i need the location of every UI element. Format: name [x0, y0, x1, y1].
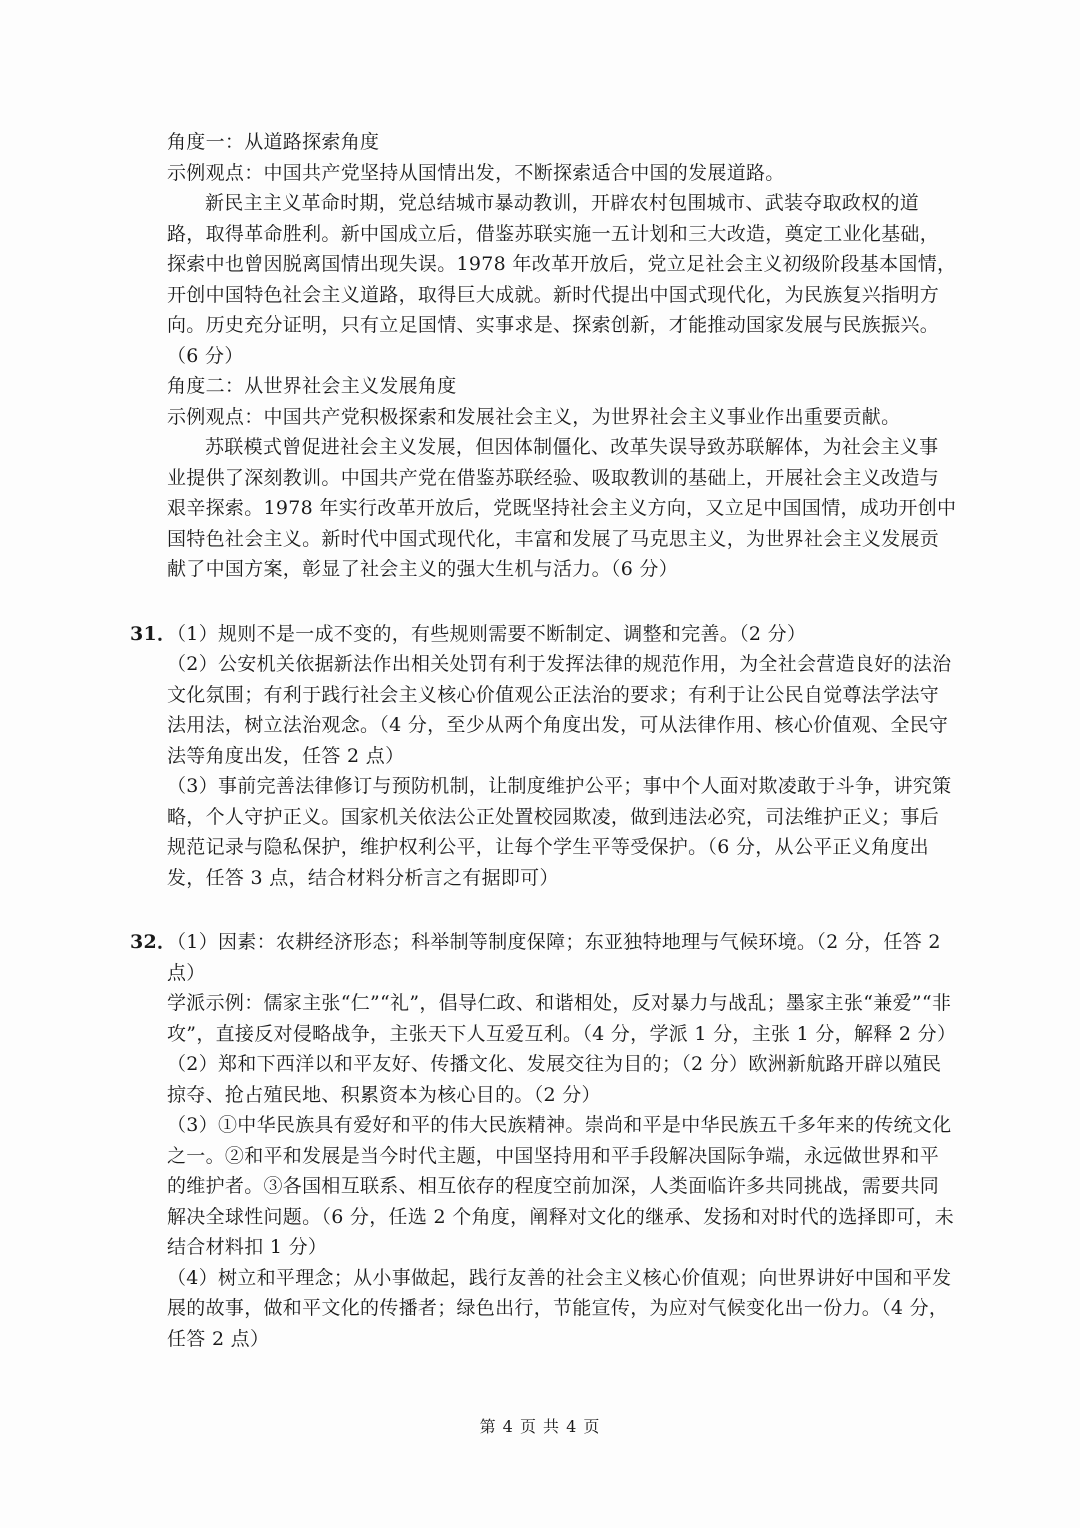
q32-part3: （3）①中华民族具有爱好和平的伟大民族精神。崇尚和平是中华民族五千多年来的传统文化之一。②和平和发展是当今时代主题，中国坚持用和平手段解决国际争端，永远做世界和平的维护者。③各国相互联系、相互依存的程度空前加深，人类面临许多共同挑战，需要共同解决全球性问题。（6 分，任选 2 个角度，阐释对文化的继承、发扬和对时代的选择即可，未结合材料扣 1 分） [167, 1114, 954, 1258]
question-32 [130, 927, 957, 1354]
q32-part1-school: 学派示例：儒家主张“仁”“礼”，倡导仁政、和谐相处，反对暴力与战乱；墨家主张“兼爱”“非攻”，直接反对侵略战争，主张天下人互爱互利。（4 分，学派 1 分，主张 1 分，解释 2 分） [167, 992, 957, 1045]
spacer [167, 585, 957, 619]
spacer [167, 893, 957, 927]
question-32-number: 32． [130, 931, 177, 953]
angle2-body: 苏联模式曾促进社会主义发展，但因体制僵化、改革失误导致苏联解体，为社会主义事业提供了深刻教训。中国共产党在借鉴苏联经验、吸取教训的基础上，开展社会主义改造与艰辛探索。1978 年实行改革开放后，党既坚持社会主义方向，又立足中国国情，成功开创中国特色社会主义。新时代中国式现代化，丰富和发展了马克思主义，为世界社会主义发展贡献了中国方案，彰显了社会主义的强大生机与活力。（6 分） [167, 436, 957, 580]
answer-content [130, 127, 957, 1354]
angle2-title: 角度二：从世界社会主义发展角度 [167, 375, 457, 397]
angle1-title: 角度一：从道路探索角度 [167, 131, 380, 153]
question-31 [130, 619, 957, 894]
angle2-viewpoint: 示例观点：中国共产党积极探索和发展社会主义，为世界社会主义事业作出重要贡献。 [167, 405, 901, 428]
angle1-viewpoint: 示例观点：中国共产党坚持从国情出发，不断探索适合中国的发展道路。 [167, 161, 785, 184]
q31-part2: （2）公安机关依据新法作出相关处罚有利于发挥法律的规范作用，为全社会营造良好的法治文化氛围；有利于践行社会主义核心价值观公正法治的要求；有利于让公民自觉尊法学法守法用法，树立法治观念。（4 分，至少从两个角度出发，可从法律作用、核心价值观、全民守法等角度出发，任答 2 点） [167, 653, 952, 767]
q32-part1: （1）因素：农耕经济形态；科举制等制度保障；东亚独特地理与气候环境。（2 分，任答 2 点） [167, 931, 941, 984]
q32-part4: （4）树立和平理念；从小事做起，践行友善的社会主义核心价值观；向世界讲好中国和平发展的故事，做和平文化的传播者；绿色出行，节能宣传，为应对气候变化出一份力。（4 分，任答 2 点） [167, 1266, 952, 1350]
q31-part1: （1）规则不是一成不变的，有些规则需要不断制定、调整和完善。（2 分） [167, 622, 807, 645]
q31-part3: （3）事前完善法律修订与预防机制，让制度维护公平；事中个人面对欺凌敢于斗争，讲究策略，个人守护正义。国家机关依法公正处置校园欺凌，做到违法必究，司法维护正义；事后规范记录与隐私保护，维护权利公平，让每个学生平等受保护。（6 分，从公平正义角度出发，任答 3 点，结合材料分析言之有据即可） [167, 775, 952, 889]
question-31-number: 31． [130, 622, 177, 645]
page-footer: 第 4 页 共 4 页 [479, 1417, 601, 1436]
angle1-body: 新民主主义革命时期，党总结城市暴动教训，开辟农村包围城市、武装夺取政权的道路，取得革命胜利。新中国成立后，借鉴苏联实施一五计划和三大改造，奠定工业化基础，探索中也曾因脱离国情出现失误。1978 年改革开放后，党立足社会主义初级阶段基本国情，开创中国特色社会主义道路，取得巨大成就。新时代提出中国式现代化，为民族复兴指明方向。历史充分证明，只有立足国情、实事求是、探索创新，才能推动国家发展与民族振兴。（6 分） [167, 192, 957, 367]
q32-part2: （2）郑和下西洋以和平友好、传播文化、发展交往为目的；（2 分）欧洲新航路开辟以殖民掠夺、抢占殖民地、积累资本为核心目的。（2 分） [167, 1053, 942, 1106]
